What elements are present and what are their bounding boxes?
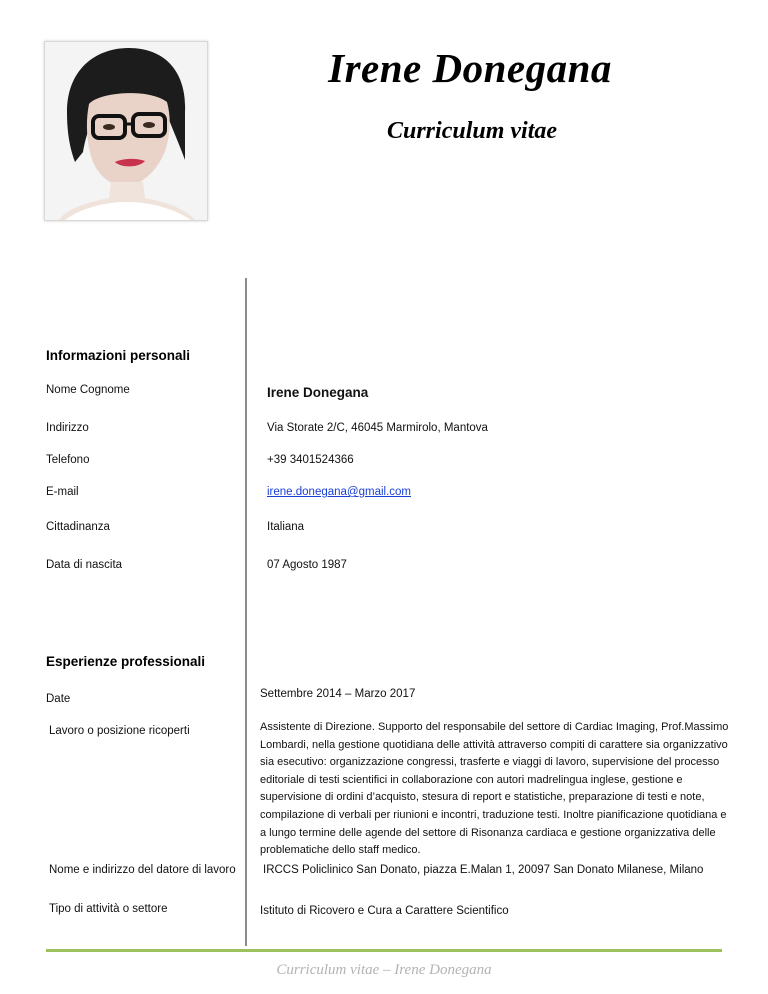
value-citizenship: Italiana — [267, 521, 305, 533]
label-phone: Telefono — [46, 454, 90, 466]
label-citizenship: Cittadinanza — [46, 521, 110, 533]
page-title: Irene Donegana — [328, 45, 612, 91]
footer-text: Curriculum vitae – Irene Donegana — [276, 962, 492, 978]
label-birthdate: Data di nascita — [46, 559, 123, 571]
label-date: Date — [46, 693, 71, 705]
section-heading-experience: Esperienze professionali — [46, 654, 206, 669]
footer-accent-line — [46, 949, 722, 952]
column-divider — [245, 278, 247, 946]
value-address: Via Storate 2/C, 46045 Marmirolo, Mantova — [267, 422, 488, 434]
label-name: Nome Cognome — [46, 384, 130, 396]
label-role: Lavoro o posizione ricoperti — [49, 725, 190, 737]
label-sector: Tipo di attività o settore — [49, 903, 168, 915]
value-birthdate: 07 Agosto 1987 — [267, 559, 347, 571]
profile-photo — [44, 41, 208, 221]
label-employer: Nome e indirizzo del datore di lavoro — [49, 864, 236, 876]
value-name: Irene Donegana — [267, 385, 369, 400]
value-sector: Istituto di Ricovero e Cura a Carattere Scientifico — [260, 905, 509, 917]
value-date: Settembre 2014 – Marzo 2017 — [260, 688, 416, 700]
email-link[interactable]: irene.donegana@gmail.com — [267, 486, 412, 498]
value-employer: IRCCS Policlinico San Donato, piazza E.Malan 1, 20097 San Donato Milanese, Milano — [263, 864, 704, 876]
label-address: Indirizzo — [46, 422, 89, 434]
value-role-description: Assistente di Direzione. Supporto del responsabile del settore di Cardiac Imaging, Prof.Massimo Lombardi, nella gestione quotidiana delle attività attraverso compiti di carattere sia organizzativo sia esecutivo: organizzazione congressi, trasferte e viaggi di lavoro, supervisione del processo editoriale di testi scientifici in collaborazione con autori madrelingua inglese, gestione e supervisione di ordini d’acquisto, stesura di report e statistiche, preparazione di testi e note, compilazione di verbali per riunioni e incontri, traduzione testi. Inoltre pianificazione quotidiana e a lungo termine delle agende del settore di Risonanza cardiaca e gestione organizzativa delle problematiche dello staff medico. — [260, 721, 729, 857]
portrait-image — [45, 42, 207, 220]
label-email: E-mail — [46, 486, 79, 498]
section-heading-personal: Informazioni personali — [46, 348, 191, 363]
value-phone: +39 3401524366 — [267, 454, 354, 466]
page-subtitle: Curriculum vitae — [386, 118, 558, 144]
